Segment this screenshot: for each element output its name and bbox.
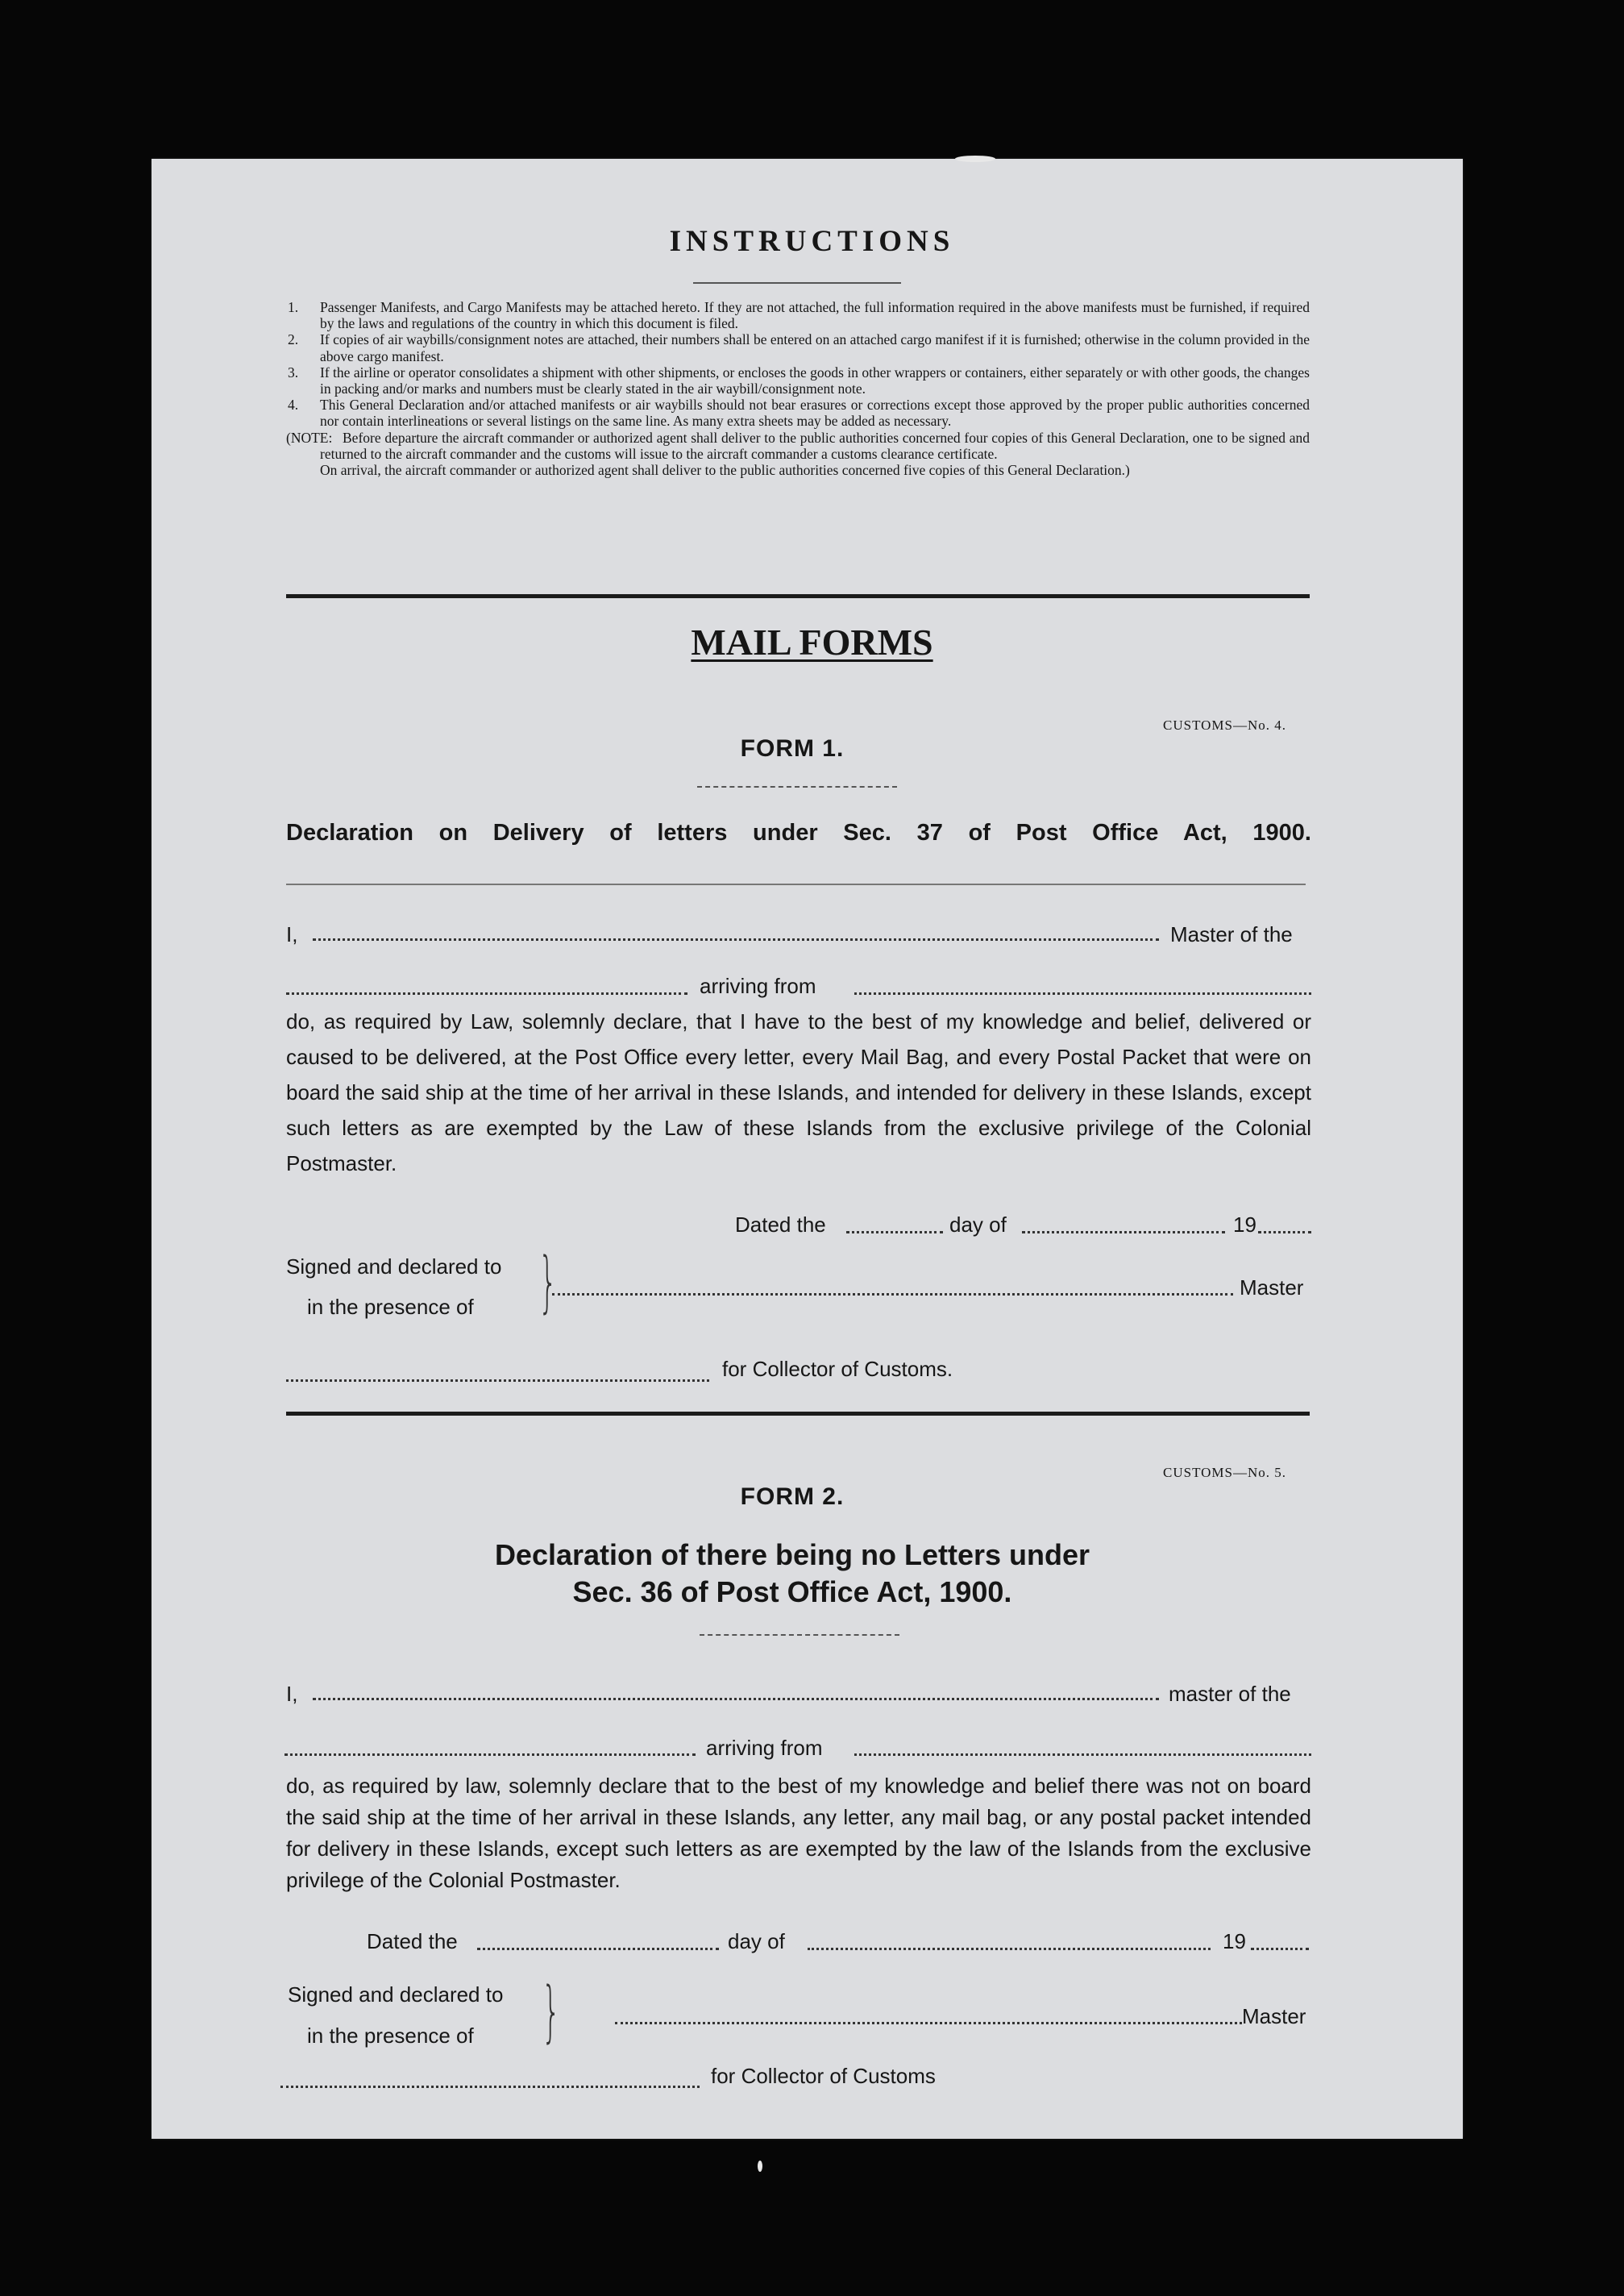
form1-name-field[interactable] [313,938,1159,941]
form1-heading-underline [697,786,897,788]
form2-master-of-the: master of the [1169,1682,1291,1706]
form2-year-field[interactable] [1251,1948,1309,1950]
form1-signed-declared: Signed and declared to [286,1254,502,1279]
form1-in-presence-of: in the presence of [307,1295,474,1319]
form1-collector-signature-field[interactable] [286,1379,709,1382]
form1-master-signature-field[interactable] [552,1293,1233,1296]
form-divider [286,1412,1310,1416]
instruction-item: 4. This General Declaration and/or attached manifests or air waybills should not bear erasures or corrections except those approved by the proper public authorities concerned nor contain interlineations or several listings on the same line. As many extra sheets may be added as necessary. [288,397,1310,430]
form2-heading: FORM 2. [740,1483,845,1510]
scan-speck [758,2161,762,2172]
form1-year-prefix: 19 [1233,1212,1256,1237]
form2-year-prefix: 19 [1223,1929,1246,1953]
section-divider [286,594,1310,598]
mail-forms-title: MAIL FORMS [691,622,933,663]
form2-in-presence-of: in the presence of [307,2024,474,2048]
form1-rule [286,884,1306,885]
form2-customs-number: CUSTOMS—No. 5. [1163,1465,1287,1480]
form1-body: do, as required by Law, solemnly declare, that I have to the best of my knowledge and belief, delivered or caused to be delivered, at the Post Office every letter, every Mail Bag, and every Postal Packet that were on board the said ship at the time of her arrival in these Islands, and intended for delivery in these Islands, except such letters as are exempted by the Law of these Islands from the exclusive privilege of the Colonial Postmaster. [286,1009,1311,1175]
form1-day-field[interactable] [846,1231,943,1233]
instruction-item: 3. If the airline or operator consolidates a shipment with other shipments, or encloses the goods in other wrappers or containers, either separately or with other goods, the changes in packing and/or marks and numbers must be clearly stated in the air waybill/consignment note. [288,364,1310,397]
form2-declaration-line2: Sec. 36 of Post Office Act, 1900. [572,1575,1012,1608]
form1-day-of: day of [949,1212,1007,1237]
scan-speck [955,156,995,162]
form2-ship-field[interactable] [285,1753,696,1756]
form2-body: do, as required by law, solemnly declare that to the best of my knowledge and belief there was not on board the said ship at the time of her arrival in these Islands, any letter, any mail bag, or any postal packet intended for delivery in these Islands, except such letters as are exempted by the law of the Islands from the exclusive privilege of the Colonial Postmaster. [286,1774,1311,1892]
form2-origin-field[interactable] [854,1753,1311,1756]
form2-day-field[interactable] [477,1948,719,1950]
title-underline [693,282,901,284]
instruction-item: 1. Passenger Manifests, and Cargo Manifests may be attached hereto. If they are not attached, the full information required in the above manifests must be furnished, if required by the laws and regulations of the country in which this document is filed. [288,299,1310,332]
form2-declaration-line1: Declaration of there being no Letters under [494,1538,1090,1571]
form2-master-signature-field[interactable] [615,2022,1242,2024]
form2-collector-label: for Collector of Customs [711,2064,936,2088]
form1-dated-the: Dated the [735,1212,826,1237]
form2-arriving-from: arriving from [706,1736,823,1760]
form1-customs-number: CUSTOMS—No. 4. [1163,718,1287,733]
form2-heading-underline [700,1634,899,1636]
form1-brace-icon: } [538,1244,558,1321]
form1-master-of-the: Master of the [1170,922,1293,946]
form2-name-field[interactable] [313,1698,1159,1700]
form2-dated-the: Dated the [367,1929,458,1953]
form1-heading: FORM 1. [740,735,845,762]
form1-arriving-from: arriving from [700,974,816,998]
form2-master-label: Master [1242,2004,1306,2028]
form1-year-field[interactable] [1258,1231,1311,1233]
instructions-title: INSTRUCTIONS [669,225,955,258]
form1-ship-field[interactable] [286,992,687,995]
instruction-item: 2. If copies of air waybills/consignment notes are attached, their numbers shall be entered on an attached cargo manifest if it is furnished; otherwise in the column provided in the above cargo manifest. [288,331,1310,364]
form2-i-label: I, [286,1682,298,1706]
instruction-note-arrival: On arrival, the aircraft commander or authorized agent shall deliver to the public authorities concerned five copies of this General Declaration.) [320,462,1130,479]
instruction-note: (NOTE: Before departure the aircraft commander or authorized agent shall deliver to the public authorities concerned four copies of this General Declaration, one to be signed and returned to the aircraft commander and the customs will issue to the aircraft commander a customs clearance certificate. [286,429,1310,462]
instructions-list [286,299,1310,478]
form1-origin-field[interactable] [854,992,1311,995]
form2-day-of: day of [728,1929,785,1953]
form2-month-field[interactable] [808,1948,1211,1950]
form2-brace-icon: } [542,1974,561,2050]
form1-month-field[interactable] [1022,1231,1225,1233]
form2-collector-signature-field[interactable] [280,2086,700,2088]
form2-signed-declared: Signed and declared to [288,1982,504,2007]
form1-master-label: Master [1240,1275,1304,1300]
form1-collector-label: for Collector of Customs. [722,1357,953,1381]
form1-i-label: I, [286,922,298,946]
form1-declaration-title: Declaration on Delivery of letters under Sec. 37 of Post Office Act, 1900. [286,820,1311,846]
